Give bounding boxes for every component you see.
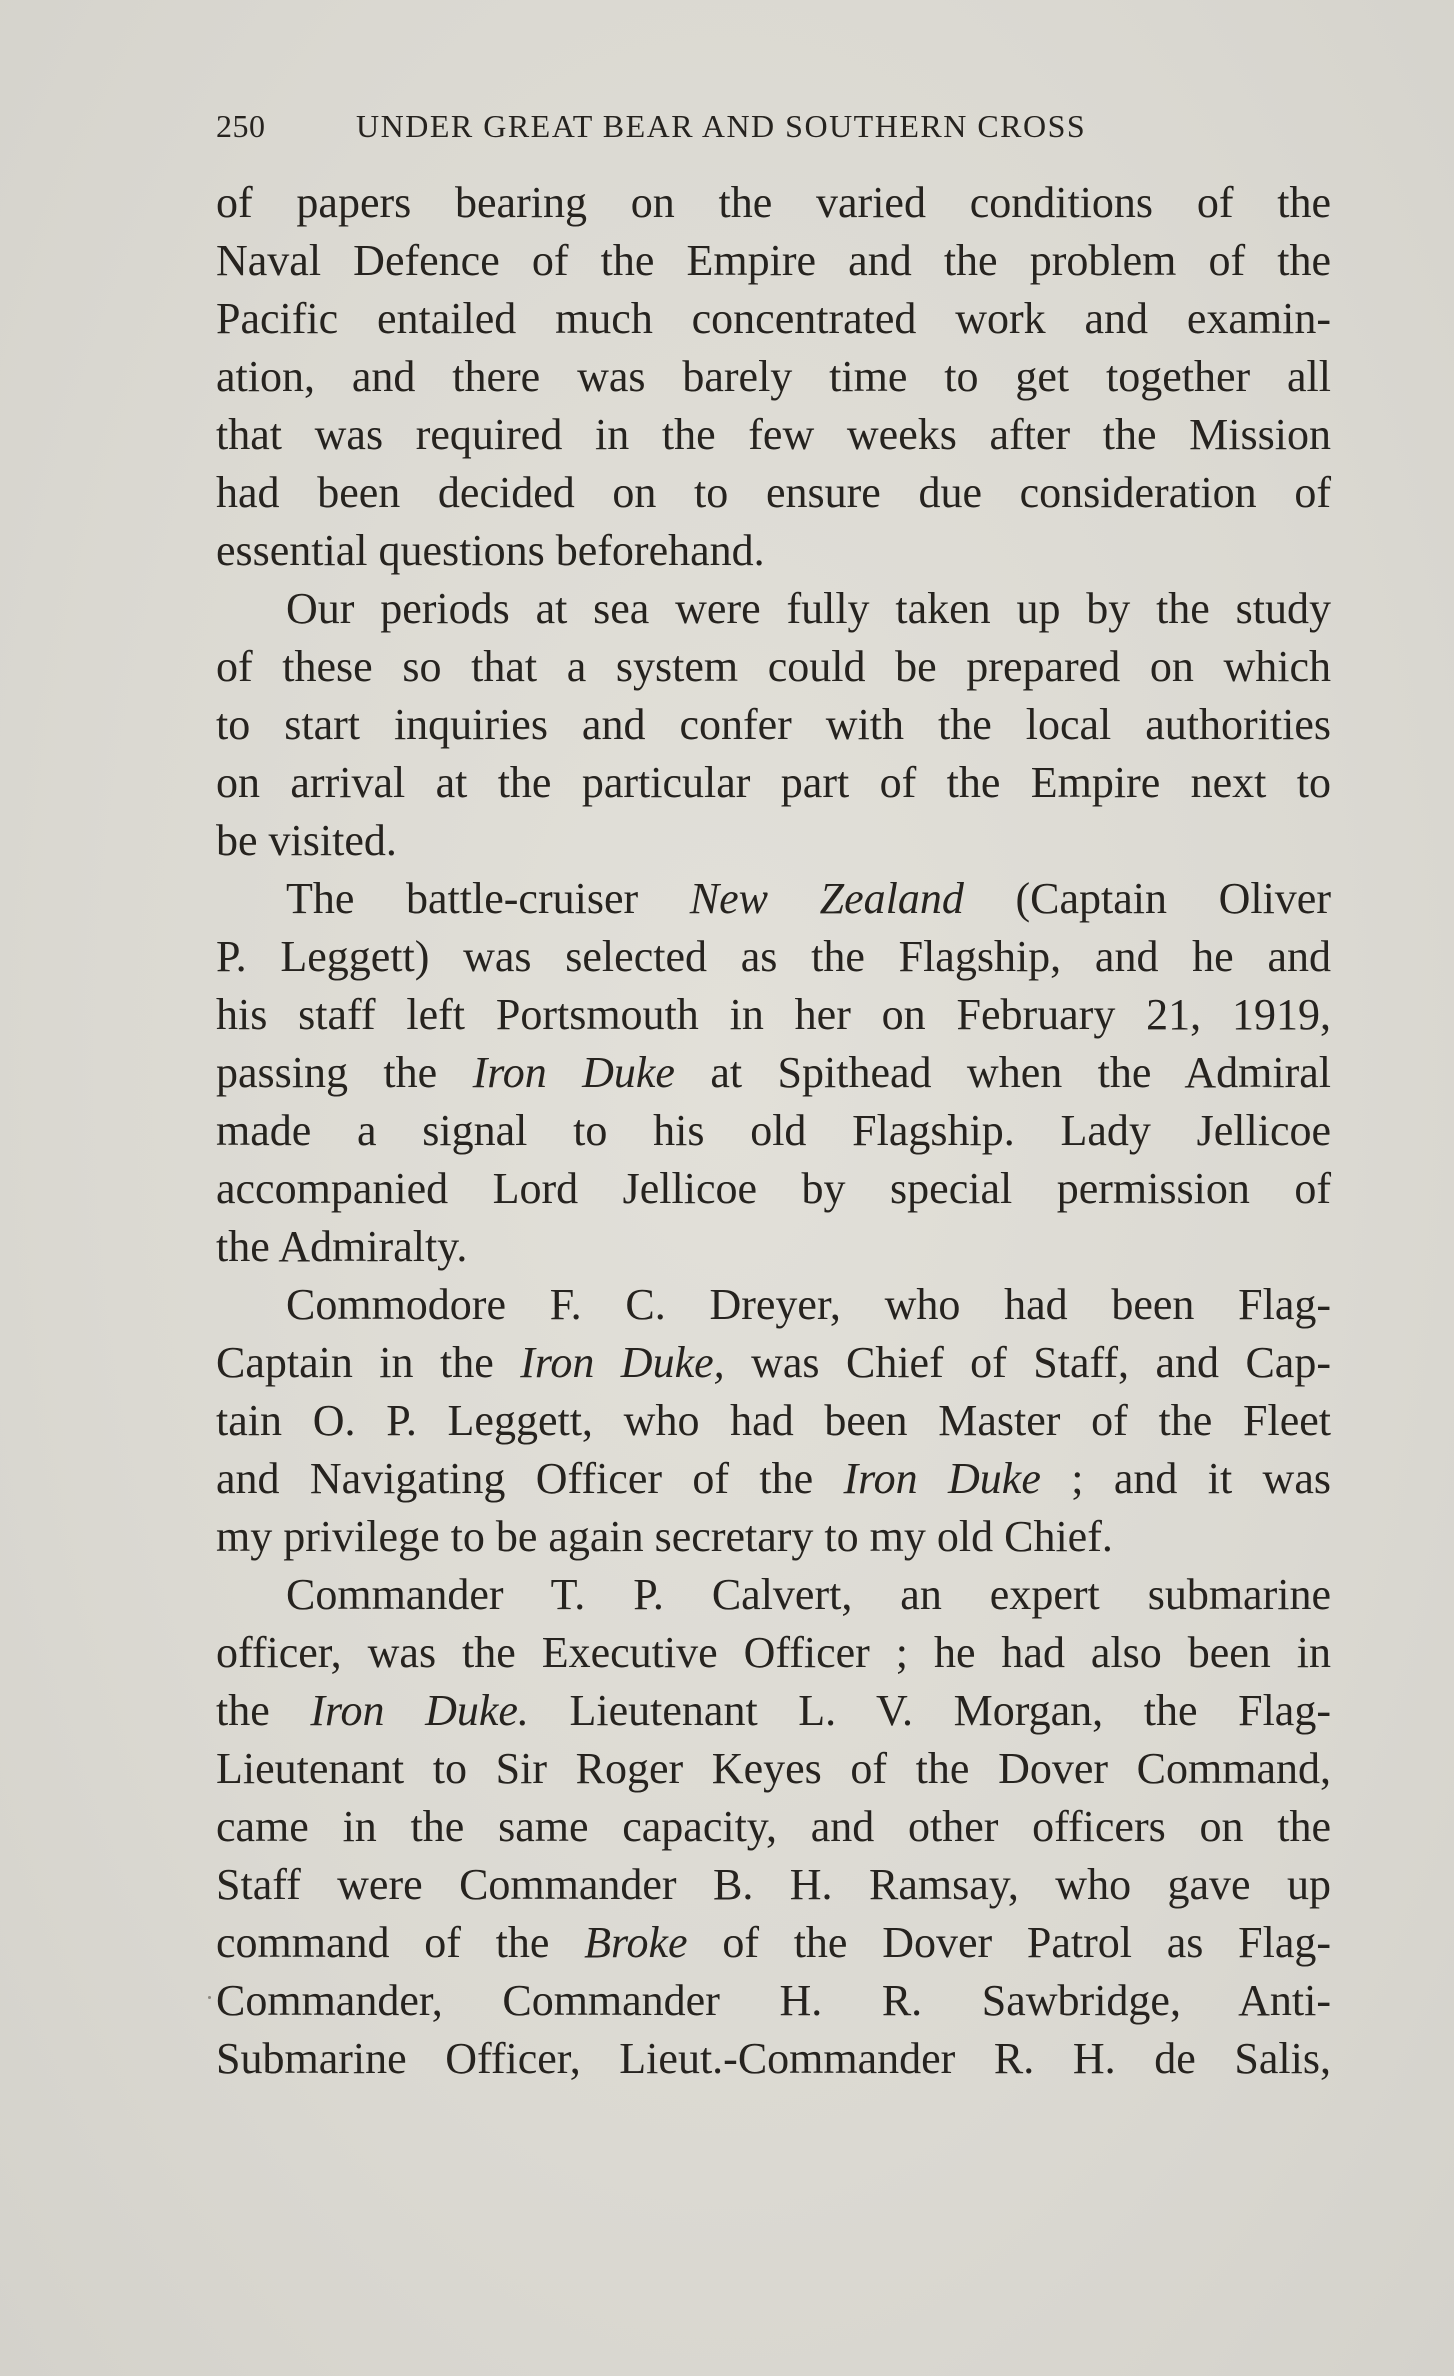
text-line: Submarine Officer, Lieut.-Commander R. H. de Salis,: [216, 2034, 1331, 2083]
ship-name-italic: Iron Duke: [472, 1048, 675, 1097]
line-text-roman: was Chief of Staff, and Cap-: [724, 1338, 1331, 1387]
text-line: the Admiralty.: [216, 1222, 468, 1271]
ship-name-italic: Iron Duke,: [520, 1338, 725, 1387]
running-title: UNDER GREAT BEAR AND SOUTHERN CROSS: [356, 108, 1087, 144]
line-text-roman: (Captain Oliver: [963, 874, 1331, 923]
line-text-roman: Lieutenant L. V. Morgan, the Flag-: [528, 1686, 1331, 1735]
text-line: officer, was the Executive Officer ; he had also been in: [216, 1628, 1331, 1677]
text-line: [216, 1334, 1331, 1392]
line-text-roman: The battle-cruiser: [286, 874, 690, 923]
ship-name-italic: Broke: [584, 1918, 688, 1967]
line-text-roman: passing the: [216, 1048, 473, 1097]
line-text-roman: the: [216, 1686, 311, 1735]
text-line: Commander T. P. Calvert, an expert submarine: [286, 1570, 1331, 1619]
paper-speck: [208, 1996, 211, 1999]
text-line: Pacific entailed much concentrated work and examin-: [216, 294, 1331, 343]
text-line: that was required in the few weeks after the Mission: [216, 410, 1331, 459]
line-text-roman: at Spithead when the Admiral: [674, 1048, 1331, 1097]
line-text-roman: and Navigating Officer of the: [216, 1454, 844, 1503]
text-line: accompanied Lord Jellicoe by special permission of: [216, 1164, 1331, 1213]
text-line: essential questions beforehand.: [216, 526, 765, 575]
line-text-roman: of the Dover Patrol as Flag-: [687, 1918, 1331, 1967]
text-line: came in the same capacity, and other officers on the: [216, 1802, 1331, 1851]
text-line: P. Leggett) was selected as the Flagship, and he and: [216, 932, 1331, 981]
text-line: Lieutenant to Sir Roger Keyes of the Dover Command,: [216, 1744, 1331, 1793]
line-text-roman: ; and it was: [1040, 1454, 1331, 1503]
text-line: his staff left Portsmouth in her on February 21, 1919,: [216, 990, 1331, 1039]
text-line: on arrival at the particular part of the Empire next to: [216, 758, 1331, 807]
text-line: Commander, Commander H. R. Sawbridge, Anti-: [216, 1976, 1331, 2025]
ship-name-italic: Iron Duke: [843, 1454, 1041, 1503]
text-line: made a signal to his old Flagship. Lady Jellicoe: [216, 1106, 1331, 1155]
text-line: of these so that a system could be prepared on which: [216, 642, 1331, 691]
text-line: Staff were Commander B. H. Ramsay, who gave up: [216, 1860, 1331, 1909]
text-line: be visited.: [216, 816, 397, 865]
text-line: ation, and there was barely time to get together all: [216, 352, 1331, 401]
text-line: of papers bearing on the varied conditions of the: [216, 178, 1331, 227]
text-line: [216, 1044, 1331, 1102]
line-text-roman: command of the: [216, 1918, 585, 1967]
text-line: Commodore F. C. Dreyer, who had been Flag-: [286, 1280, 1331, 1329]
line-text-roman: Captain in the: [216, 1338, 521, 1387]
text-line: Our periods at sea were fully taken up by the study: [286, 584, 1331, 633]
text-line: [216, 1450, 1331, 1508]
text-line: [216, 1682, 1331, 1740]
running-head: [216, 104, 1196, 148]
body-text: [216, 174, 1331, 2088]
text-line: to start inquiries and confer with the local authorities: [216, 700, 1331, 749]
page-number: 250: [216, 108, 266, 144]
ship-name-italic: Iron Duke.: [310, 1686, 529, 1735]
ship-name-italic: New Zealand: [689, 874, 964, 923]
text-line: Naval Defence of the Empire and the problem of the: [216, 236, 1331, 285]
text-line: [216, 870, 1331, 928]
text-line: tain O. P. Leggett, who had been Master of the Fleet: [216, 1396, 1331, 1445]
text-line: my privilege to be again secretary to my old Chief.: [216, 1512, 1113, 1561]
text-line: had been decided on to ensure due consideration of: [216, 468, 1331, 517]
text-line: [216, 1914, 1331, 1972]
